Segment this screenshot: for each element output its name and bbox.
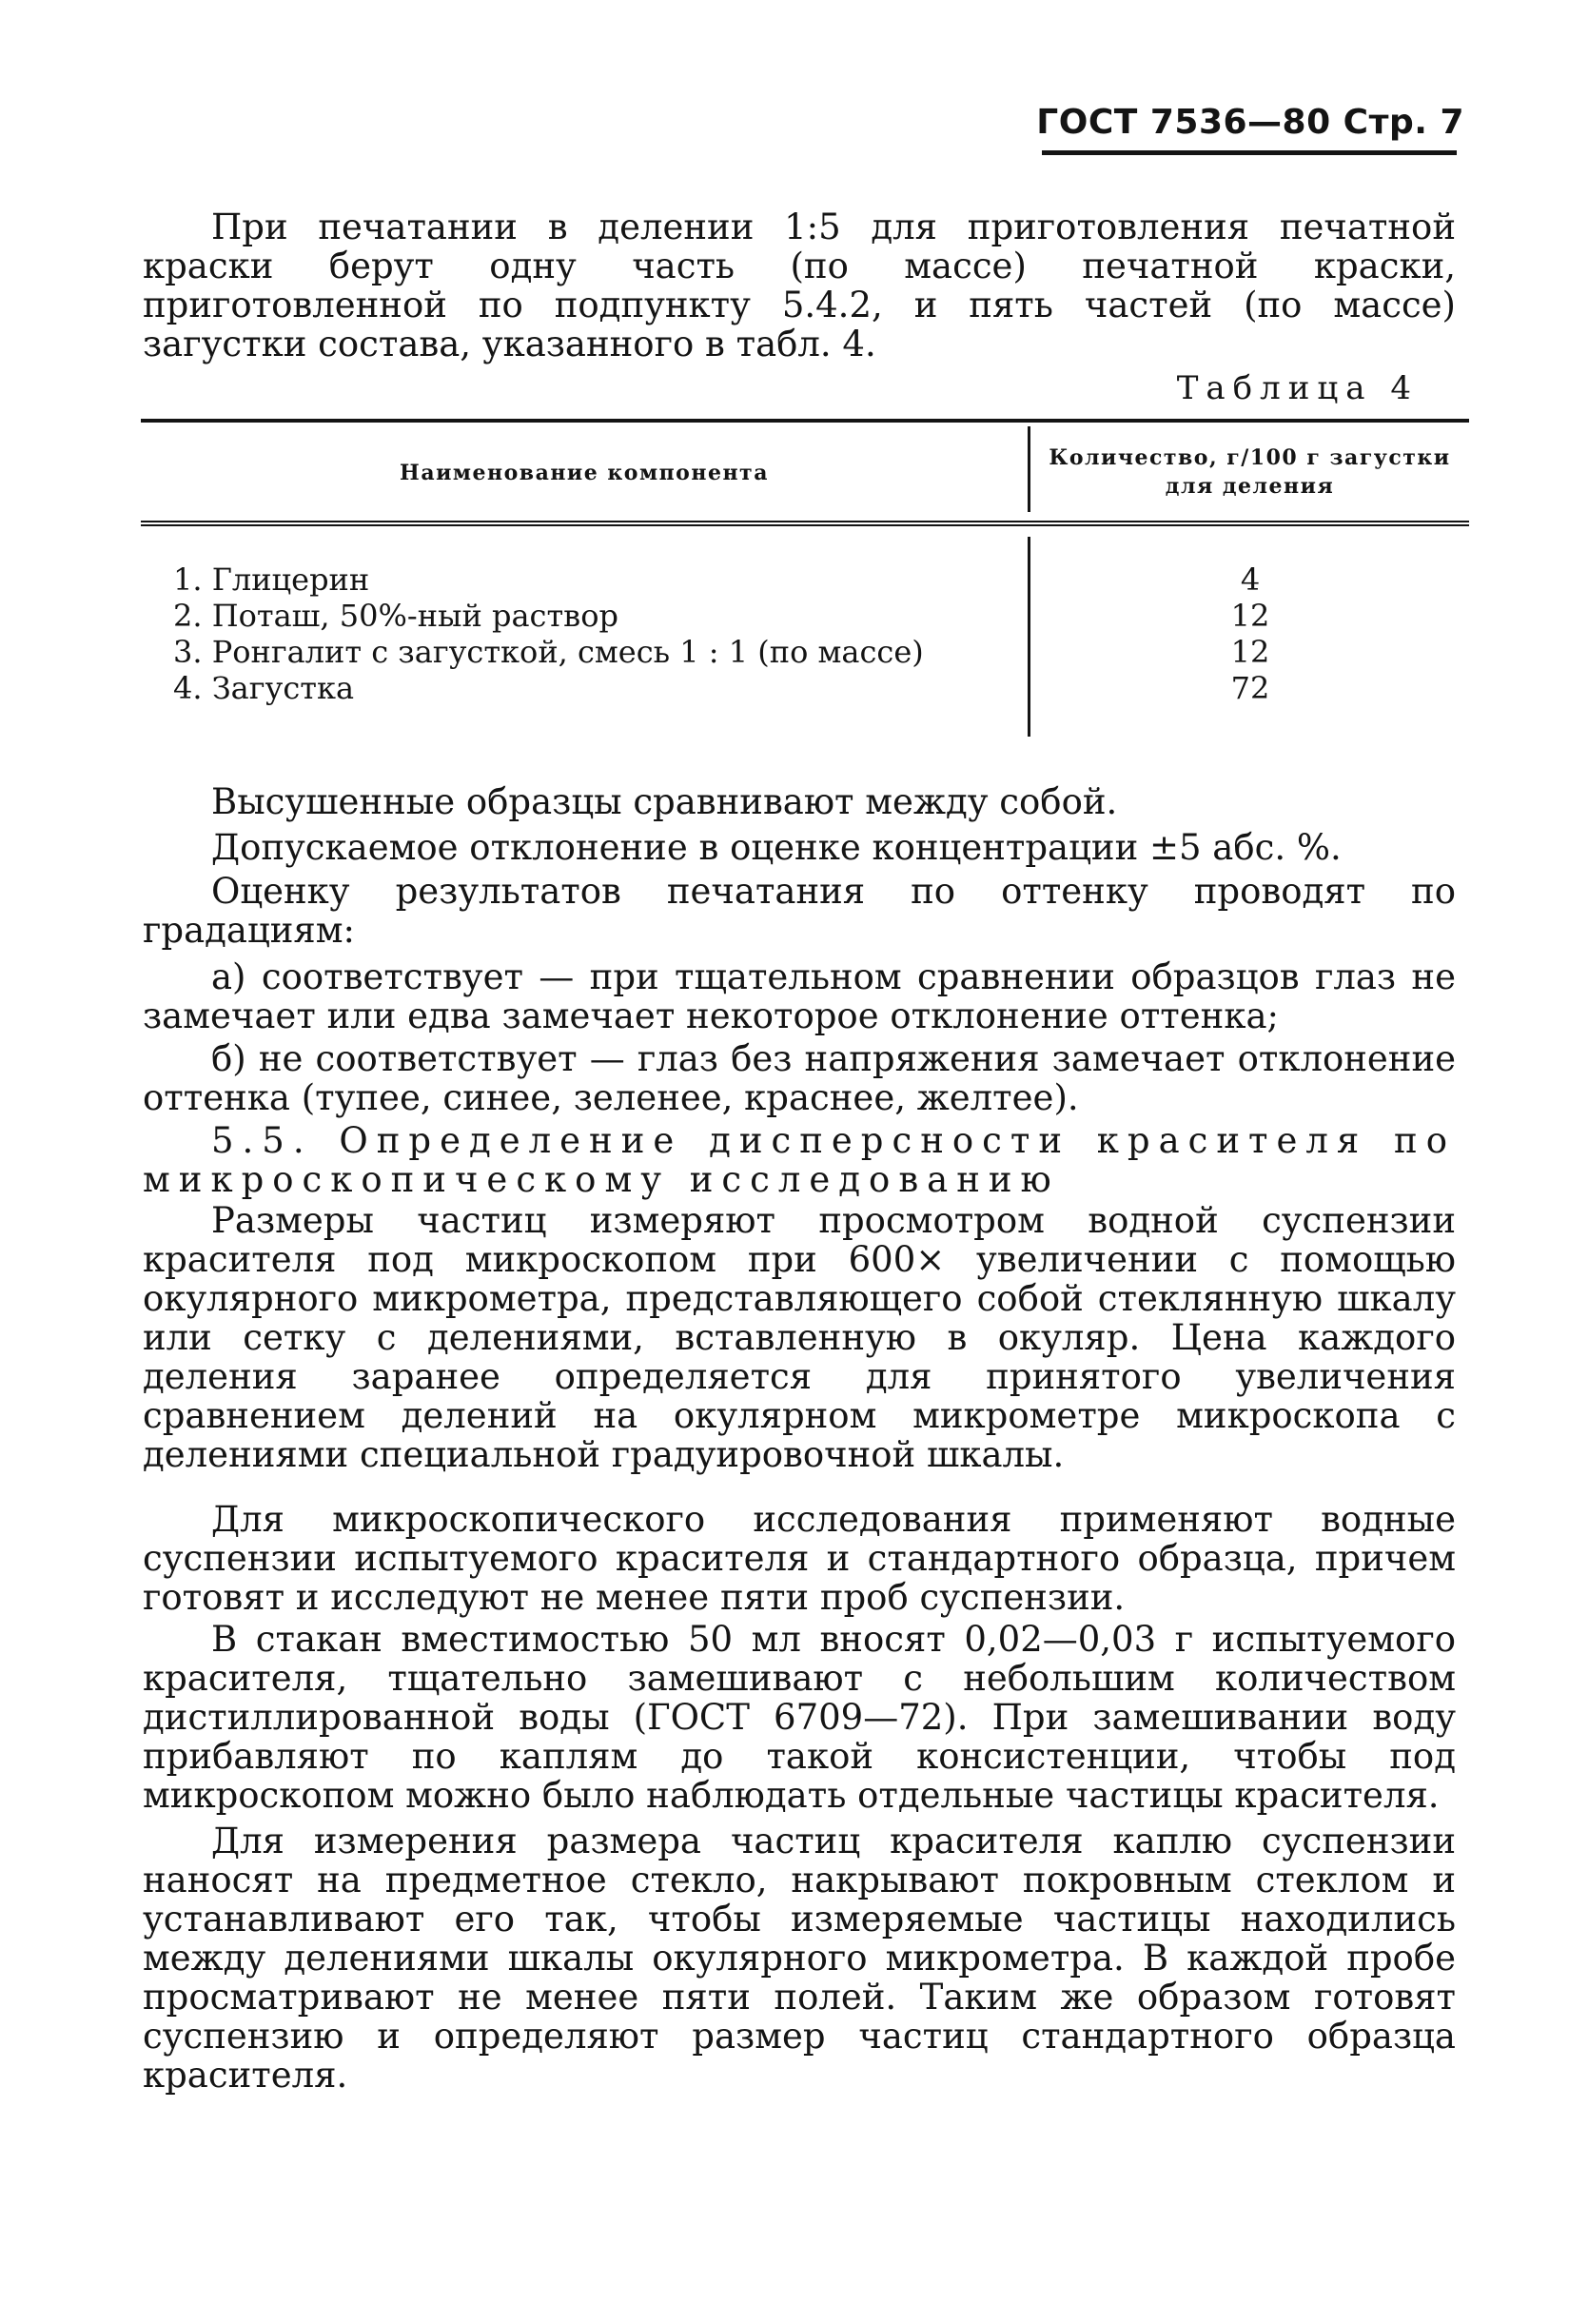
intro-paragraph: При печатании в делении 1:5 для приготовления печатной краски берут одну часть (по массе) печатной краски, приготовленной по подпункту 5.4.2, и пять частей (по массе) загустки состава, указанного в табл. 4.: [143, 207, 1456, 364]
table-header-quantity: Количество, г/100 г загустки для деления: [1049, 445, 1451, 499]
table-header-rule: [141, 521, 1469, 526]
row-value: 4: [1240, 561, 1261, 598]
paragraph-grade-a: а) соответствует — при тщательном сравнении образцов глаз не замечает или едва замечает некоторое отклонение оттенка;: [143, 956, 1456, 1036]
paragraph-gradations: Оценку результатов печатания по оттенку проводят по градациям:: [143, 871, 1456, 951]
row-name: 4. Загустка: [173, 670, 355, 706]
table-caption: Таблица 4: [1176, 369, 1419, 407]
table-row: [173, 561, 1469, 598]
row-name: 2. Поташ, 50%-ный раствор: [173, 598, 618, 634]
paragraph-tolerance: Допускаемое отклонение в оценке концентрации ±5 абс. %.: [211, 827, 1342, 868]
table-row: [173, 598, 1469, 634]
table-header-component: Наименование компонента: [400, 461, 769, 485]
table-row: [173, 634, 1469, 670]
paragraph-preparation: В стакан вместимостью 50 мл вносят 0,02—0,03 г испытуемого красителя, тщательно замешивают с небольшим количеством дистиллированной воды (ГОСТ 6709—72). При замешивании воду прибавляют по каплям до такой консистенции, чтобы под микроскопом можно было наблюдать отдельные частицы красителя.: [143, 1619, 1456, 1816]
paragraph-particle-size: Размеры частиц измеряют просмотром водной суспензии красителя под микроскопом при 600× увеличении с помощью окулярного микрометра, представляющего собой стеклянную шкалу или сетку с делениями, вставленную в окуляр. Цена каждого деления заранее определяется для принятого увеличения сравнением делений на окулярном микрометре микроскопа с делениями специальной градуировочной шкалы.: [143, 1200, 1456, 1475]
header-rule: [1042, 150, 1457, 155]
page-header: ГОСТ 7536—80 Стр. 7: [1036, 103, 1464, 142]
components-table: [141, 419, 1469, 742]
row-name: 1. Глицерин: [173, 561, 370, 598]
row-value: 72: [1230, 670, 1270, 706]
table-row: [173, 670, 1469, 706]
paragraph-grade-b: б) не соответствует — глаз без напряжения замечает отклонение оттенка (тупее, синее, зеленее, краснее, желтее).: [143, 1038, 1456, 1118]
paragraph-measurement: Для измерения размера частиц красителя каплю суспензии наносят на предметное стекло, накрывают покровным стеклом и устанавливают его так, чтобы измеряемые частицы находились между делениями шкалы окулярного микрометра. В каждой пробе просматривают не менее пяти полей. Таким же образом готовят суспензию и определяют размер частиц стандартного образца красителя.: [143, 1821, 1456, 2096]
table-body: [173, 561, 1469, 706]
paragraph-dried-samples: Высушенные образцы сравнивают между собой.: [211, 781, 1118, 822]
paragraph-suspensions: Для микроскопического исследования применяют водные суспензии испытуемого красителя и стандартного образца, причем готовят и исследуют не менее пяти проб суспензии.: [143, 1499, 1456, 1618]
row-value: 12: [1230, 598, 1270, 634]
row-value: 12: [1230, 634, 1270, 670]
table-top-rule: [141, 419, 1469, 423]
section-title: 5.5. Определение дисперсности красителя по микроскопическому исследованию: [143, 1120, 1456, 1200]
row-name: 3. Ронгалит с загусткой, смесь 1 : 1 (по массе): [173, 634, 924, 670]
